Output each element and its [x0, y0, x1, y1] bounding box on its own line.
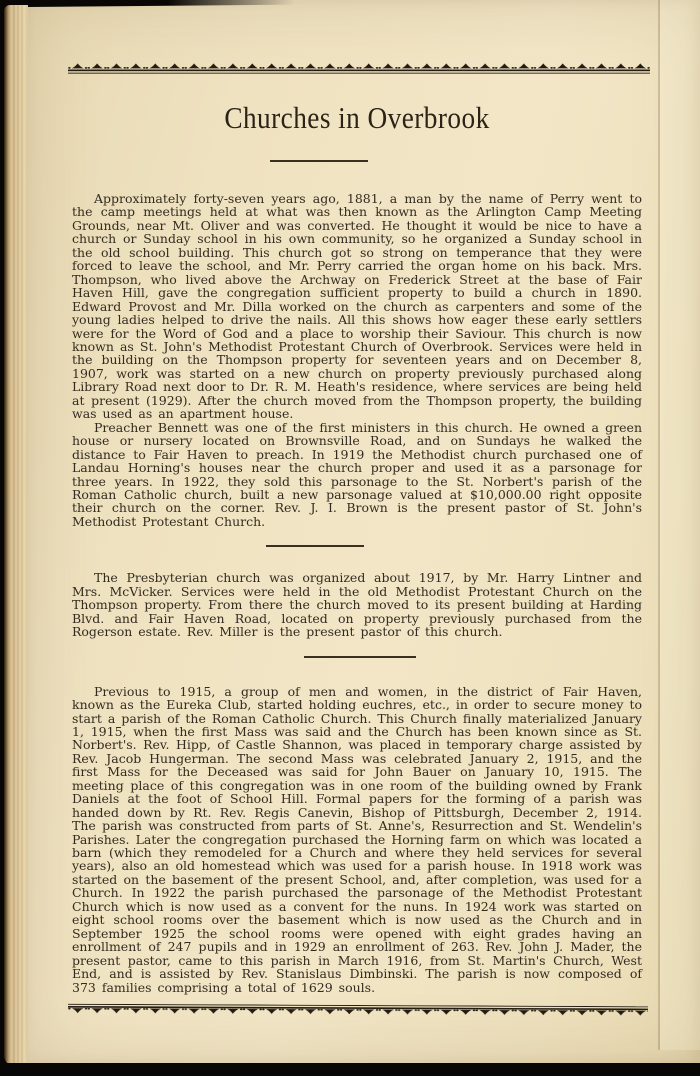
page-content [72, 0, 642, 1018]
paragraph: Approximately forty-seven years ago, 1881, a man by the name of Perry went to the camp meetings held at what was then known as the Arlington Camp Meeting Grounds, near Mt. Oliver and was converted. He thought it would be nice to have a church or Sunday school in his own community, so he organized a Sunday school in the old school building. This church got so strong on temperance that they were forced to leave the school, and Mr. Perry carried the organ home on his back. Mrs. Thompson, who lived above the Archway on Frederick Street at the base of Fair Haven Hill, gave the congregation sufficient property to build a church in 1890. Edward Provost and Mr. Dilla worked on the church as carpenters and some of the young ladies helped to drive the nails. All this shows how eager these early settlers were for the Word of God and a place to worship their Saviour. This church is now known as St. John's Methodist Protestant Church of Overbrook. Services were held in the building on the Thompson property for seventeen years and on December 8, 1907, work was started on a new church on property previously purchased along Library Road next door to Dr. R. M. Heath's residence, where services are being held at present (1929). After the church moved from the Thompson property, the building was used as an apartment house. [72, 191, 642, 422]
paragraph: The Presbyterian church was organized about 1917, by Mr. Harry Lintner and Mrs. McVicker. Services were held in the old Methodist Protestant Church on the Thompson property. From there the church moved to its present building at Harding Blvd. and Fair Haven Road, located on property previously purchased from the Rogerson estate. Rev. Miller is the present pastor of this church. [72, 570, 642, 640]
section-methodist-church [72, 192, 642, 528]
page [28, 0, 700, 1063]
scan-edge-bottom [0, 1063, 700, 1076]
page-title: Churches in Overbrook [224, 100, 490, 135]
section-catholic-parish [72, 685, 642, 994]
section-divider-rule [266, 545, 364, 547]
book-page-edges [4, 5, 30, 1067]
ornamental-border-top-icon [68, 62, 650, 75]
page-edge-highlight [660, 0, 700, 1050]
ornamental-border-bottom-icon [68, 1004, 648, 1020]
paragraph: Previous to 1915, a group of men and women, in the district of Fair Haven, known as the Eureka Club, started holding euchres, etc., in order to secure money to start a parish of the Roman Catholic Church. This Church finally materialized January 1, 1915, when the first Mass was said and the Church has been known since as St. Norbert's. Rev. Hipp, of Castle Shannon, was placed in temporary charge assisted by Rev. Jacob Hungerman. The second Mass was celebrated January 2, 1915, and the first Mass for the Deceased was said for John Bauer on January 10, 1915. The meeting place of this congregation was in one room of the building owned by Frank Daniels at the foot of School Hill. Formal papers for the forming of a parish was handed down by Rt. Rev. Regis Canevin, Bishop of Pittsburgh, December 2, 1914. The parish was constructed from parts of St. Anne's, Resurrection and St. Wendelin's Parishes. Later the congregation purchased the Horning farm on which was located a barn (which they remodeled for a Church and where they held services for several years), also an old homestead which was used for a parish house. In 1918 work was started on the basement of the present School, and, after completion, was used for a Church. In 1922 the parish purchased the parsonage of the Methodist Protestant Church which is now used as a convent for the nuns. In 1924 work was started on eight school rooms over the basement which is now used as the Church and in September 1925 the school rooms were opened with eight grades having an enrollment of 247 pupils and in 1929 an enrollment of 263. Rev. John J. Mader, the present pastor, came to this parish in March 1916, from St. Martin's Church, West End, and is assisted by Rev. Stanislaus Dimbinski. The parish is now composed of 373 families comprising a total of 1629 souls. [72, 683, 642, 995]
section-divider-rule [304, 656, 416, 658]
title-divider-rule [270, 160, 368, 162]
page-fold-line [658, 0, 660, 1050]
paragraph: Preacher Bennett was one of the first ministers in this church. He owned a green house or nursery located on Brownsville Road, and on Sundays he walked the distance to Fair Haven to preach. In 1919 the Methodist church purchased one of Landau Horning's houses near the church proper and used it as a parsonage for three years. In 1922, they sold this parsonage to the St. Norbert's parish of the Roman Catholic church, built a new parsonage valued at $10,000.00 right opposite their church on the corner. Rev. J. I. Brown is the present pastor of St. John's Methodist Protestant Church. [72, 419, 642, 529]
section-presbyterian-church [72, 571, 642, 638]
article-body [72, 192, 642, 994]
